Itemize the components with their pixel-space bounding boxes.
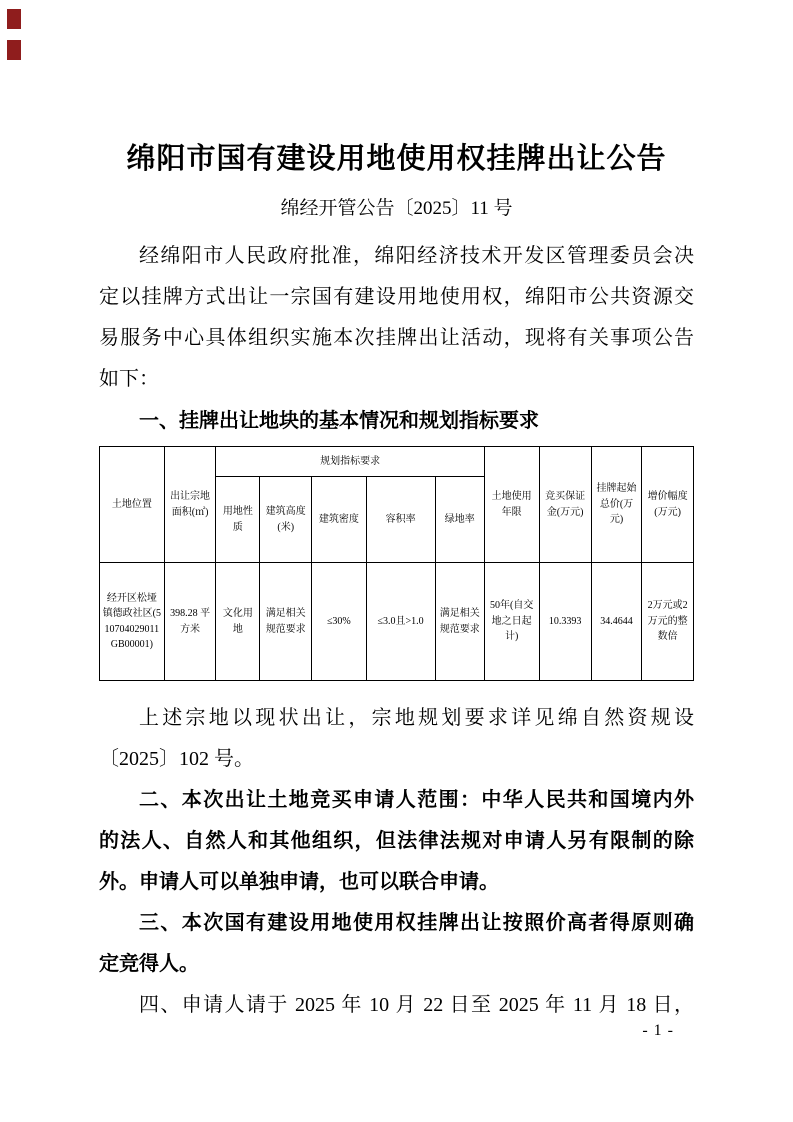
after-table-line: 〔2025〕102 号。 [99, 748, 254, 770]
header-area: 出让宗地面积(㎡) [164, 447, 216, 563]
section-2-line: 二、本次出让土地竞买申请人范围：中华人民共和国境内外 [139, 789, 694, 811]
land-parcel-table [99, 446, 694, 681]
header-building-height: 建筑高度(米) [260, 477, 312, 563]
intro-line: 如下： [99, 368, 159, 390]
header-plot-ratio: 容积率 [366, 477, 435, 563]
corner-red-mark-top [7, 9, 21, 29]
header-building-density: 建筑密度 [312, 477, 367, 563]
section-3-paragraph [99, 903, 694, 985]
section-2-line: 外。申请人可以单独申请，也可以联合申请。 [99, 871, 499, 893]
header-planning-indicators: 规划指标要求 [216, 447, 484, 477]
cell-area: 398.28 平方米 [164, 563, 216, 681]
corner-red-mark-bottom [7, 40, 21, 60]
header-increment: 增价幅度(万元) [642, 447, 694, 563]
doc-number: 绵经开管公告〔2025〕11 号 [280, 198, 513, 219]
after-table-line: 上述宗地以现状出让，宗地规划要求详见绵自然资规设 [139, 707, 694, 729]
cell-starting-price: 34.4644 [591, 563, 641, 681]
document-content [99, 0, 694, 1026]
section-4-line: 四、申请人请于 2025 年 10 月 22 日至 2025 年 11 月 18 日， [139, 994, 694, 1016]
intro-line: 易服务中心具体组织实施本次挂牌出让活动，现将有关事项公告 [99, 327, 694, 349]
cell-deposit: 10.3393 [539, 563, 591, 681]
page-title: 绵阳市国有建设用地使用权挂牌出让公告 [126, 143, 667, 175]
section-2-line: 的法人、自然人和其他组织，但法律法规对申请人另有限制的除 [99, 830, 694, 852]
header-green-rate: 绿地率 [435, 477, 484, 563]
intro-line: 定以挂牌方式出让一宗国有建设用地使用权，绵阳市公共资源交 [99, 286, 694, 308]
intro-line: 经绵阳市人民政府批准，绵阳经济技术开发区管理委员会决 [139, 245, 694, 267]
cell-location: 经开区松垭镇德政社区(510704029011GB00001) [100, 563, 165, 681]
header-starting-price: 挂牌起始总价(万元) [591, 447, 641, 563]
section-4-paragraph [99, 985, 694, 1026]
cell-land-use: 文化用地 [216, 563, 260, 681]
page-number: - 1 - [642, 1022, 674, 1039]
cell-tenure: 50年(自交地之日起计) [484, 563, 539, 681]
header-tenure: 土地使用年限 [484, 447, 539, 563]
cell-building-density: ≤30% [312, 563, 367, 681]
header-land-use: 用地性质 [216, 477, 260, 563]
section-3-line: 三、本次国有建设用地使用权挂牌出让按照价高者得原则确 [139, 912, 694, 934]
header-deposit: 竞买保证金(万元) [539, 447, 591, 563]
section-3-line: 定竞得人。 [99, 953, 199, 975]
after-table-paragraph [99, 698, 694, 780]
table-row [100, 563, 694, 681]
intro-paragraph [99, 236, 694, 400]
header-location: 土地位置 [100, 447, 165, 563]
section-1-heading: 一、挂牌出让地块的基本情况和规划指标要求 [139, 410, 539, 432]
cell-increment: 2万元或2万元的整数倍 [642, 563, 694, 681]
cell-green-rate: 满足相关规范要求 [435, 563, 484, 681]
cell-building-height: 满足相关规范要求 [260, 563, 312, 681]
cell-plot-ratio: ≤3.0且>1.0 [366, 563, 435, 681]
section-2-paragraph [99, 780, 694, 903]
